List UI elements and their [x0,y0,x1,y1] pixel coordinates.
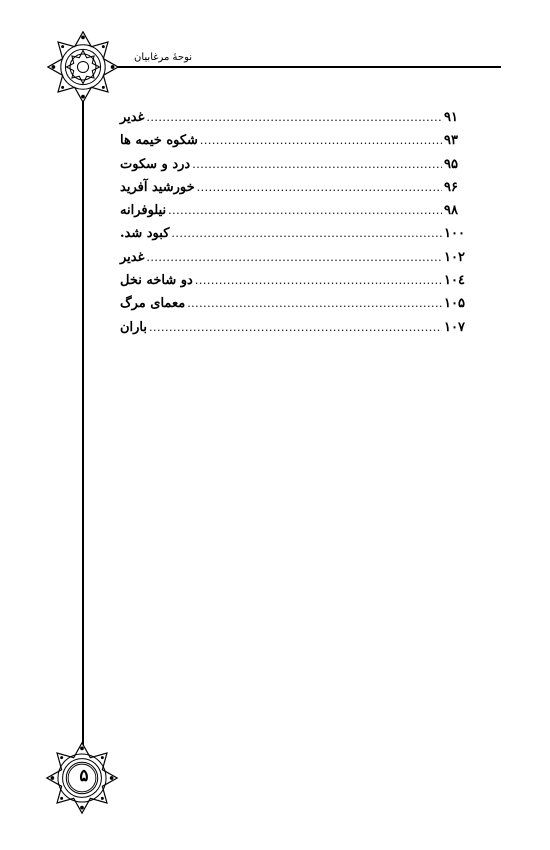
toc-entry-page: ۹۵ [444,156,458,172]
toc-entry[interactable] [120,273,470,296]
toc-entry[interactable] [120,296,470,319]
header-rule [84,66,501,68]
toc-entry[interactable] [120,226,470,249]
toc-entry-title: غدیر [120,249,145,265]
toc-entry[interactable] [120,250,470,273]
toc-entry-page: ۹۶ [444,179,458,195]
toc-entry-title: درد و سکوت [120,156,191,172]
toc-leader-dots [192,158,442,171]
toc-leader-dots [168,204,442,217]
toc-entry-title: خورشید آفرید [120,179,195,195]
page-number: ۵ [79,766,89,786]
toc-entry-title: شکوه خیمه ها [120,133,198,149]
toc-leader-dots [200,134,442,147]
toc-entry-title: دو شاخه نخل [120,273,193,289]
toc-leader-dots [195,274,442,287]
table-of-contents [120,110,470,343]
toc-entry-title: معمای مرگ [120,296,186,312]
toc-entry-title: کبود شد. [120,226,170,242]
toc-entry[interactable] [120,157,470,180]
toc-entry[interactable] [120,320,470,343]
toc-entry[interactable] [120,203,470,226]
toc-entry-page: ۱۰۲ [444,249,465,265]
toc-leader-dots [187,297,442,310]
toc-entry-page: ۱۰۰ [444,226,465,242]
toc-leader-dots [146,251,442,264]
toc-entry[interactable] [120,180,470,203]
running-header-title: نوحهٔ مرغابیان [134,52,193,63]
toc-leader-dots [171,227,442,240]
toc-entry-page: ۱۰۷ [444,319,465,335]
toc-entry-page: ۹۸ [444,203,458,219]
toc-entry[interactable] [120,133,470,156]
toc-entry-page: ۱۰٤ [444,273,465,289]
toc-leader-dots [146,111,442,124]
toc-entry-page: ۹۱ [444,110,458,125]
toc-entry-title: نیلوفرانه [120,203,167,219]
toc-entry-title: باران [120,319,148,335]
toc-leader-dots [149,321,442,334]
toc-entry[interactable] [120,110,470,133]
toc-entry-page: ۹۳ [444,133,458,149]
top-ornament-icon [46,30,120,104]
toc-entry-page: ۱۰۵ [444,296,465,312]
toc-entry-title: غدیر [120,110,145,125]
margin-rule [82,67,84,779]
toc-leader-dots [197,181,442,194]
